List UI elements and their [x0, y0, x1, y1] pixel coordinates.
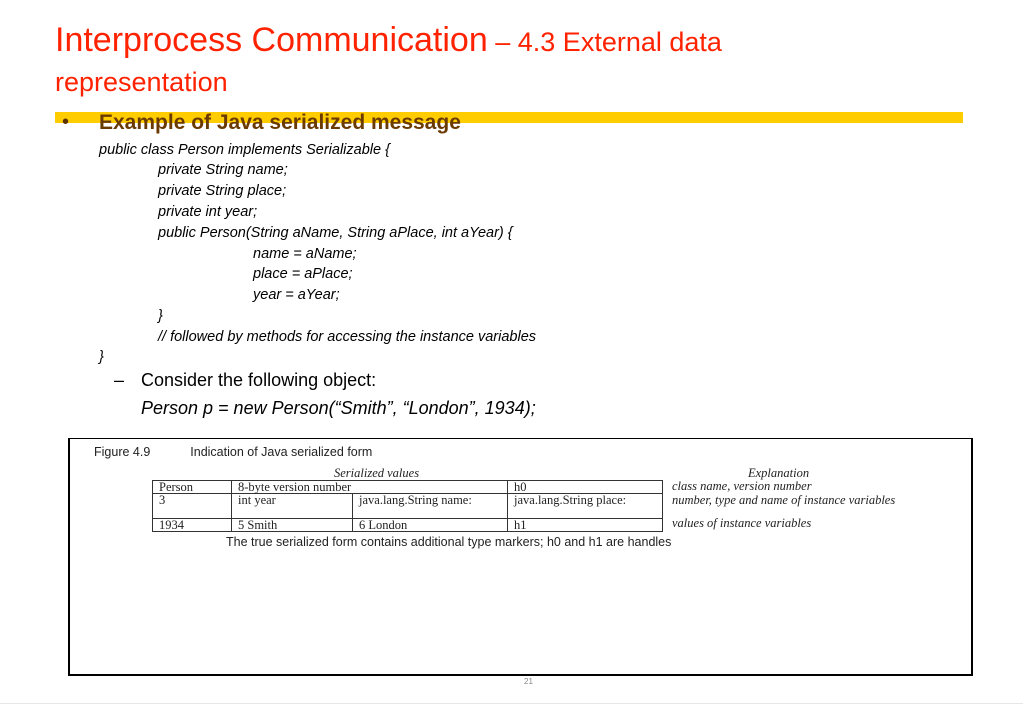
code-line: place = aPlace; [253, 266, 353, 282]
serialized-values-heading: Serialized values [334, 466, 420, 480]
code-line: private String name; [158, 162, 288, 178]
table-cell: h0 [508, 481, 663, 494]
figure-footnote: The true serialized form contains additional type markers; h0 and h1 are handles [226, 535, 672, 549]
explanation-row: class name, version number [672, 479, 812, 493]
title-sub: – 4.3 External data [487, 27, 722, 57]
table-row [153, 519, 663, 532]
figure-box [68, 438, 973, 676]
code-line: year = aYear; [253, 287, 340, 303]
serialized-table [152, 480, 663, 532]
object-example: Person p = new Person(“Smith”, “London”, 1934); [141, 398, 536, 418]
code-line: } [99, 349, 104, 365]
table-cell: 5 Smith [232, 519, 353, 532]
explanation-heading: Explanation [748, 466, 810, 480]
bottom-divider [0, 703, 1023, 704]
table-cell: Person [153, 481, 232, 494]
table-cell: java.lang.String name: [353, 494, 508, 519]
table-cell: 3 [153, 494, 232, 519]
bullet-dot: • [62, 111, 70, 133]
table-cell: 8-byte version number [232, 481, 508, 494]
figure-number: Figure 4.9 [94, 445, 151, 459]
title-main: Interprocess Communication [55, 21, 488, 59]
table-row [153, 481, 663, 494]
table-cell: h1 [508, 519, 663, 532]
sub-bullet-text: Consider the following object: [141, 370, 377, 390]
page-number: 21 [524, 677, 533, 686]
table-cell: int year [232, 494, 353, 519]
sub-bullet-dash: – [114, 370, 125, 390]
code-line: // followed by methods for accessing the instance variables [158, 329, 537, 345]
code-line: private int year; [158, 204, 258, 220]
code-line: public Person(String aName, String aPlace, int aYear) { [158, 225, 513, 241]
bullet-heading: Example of Java serialized message [99, 111, 461, 134]
explanation-row: number, type and name of instance variables [672, 493, 896, 507]
code-line: public class Person implements Serializable { [99, 142, 390, 158]
table-cell: 1934 [153, 519, 232, 532]
code-line: private String place; [158, 183, 287, 199]
explanation-row: values of instance variables [672, 516, 812, 530]
table-cell: java.lang.String place: [508, 494, 663, 519]
code-line: name = aName; [253, 246, 357, 262]
figure-caption [94, 445, 372, 459]
code-line: } [158, 308, 163, 324]
table-row [153, 494, 663, 519]
table-cell: 6 London [353, 519, 508, 532]
title-line2: representation [55, 67, 228, 97]
figure-caption-text: Indication of Java serialized form [190, 445, 373, 459]
slide-title [55, 22, 955, 99]
